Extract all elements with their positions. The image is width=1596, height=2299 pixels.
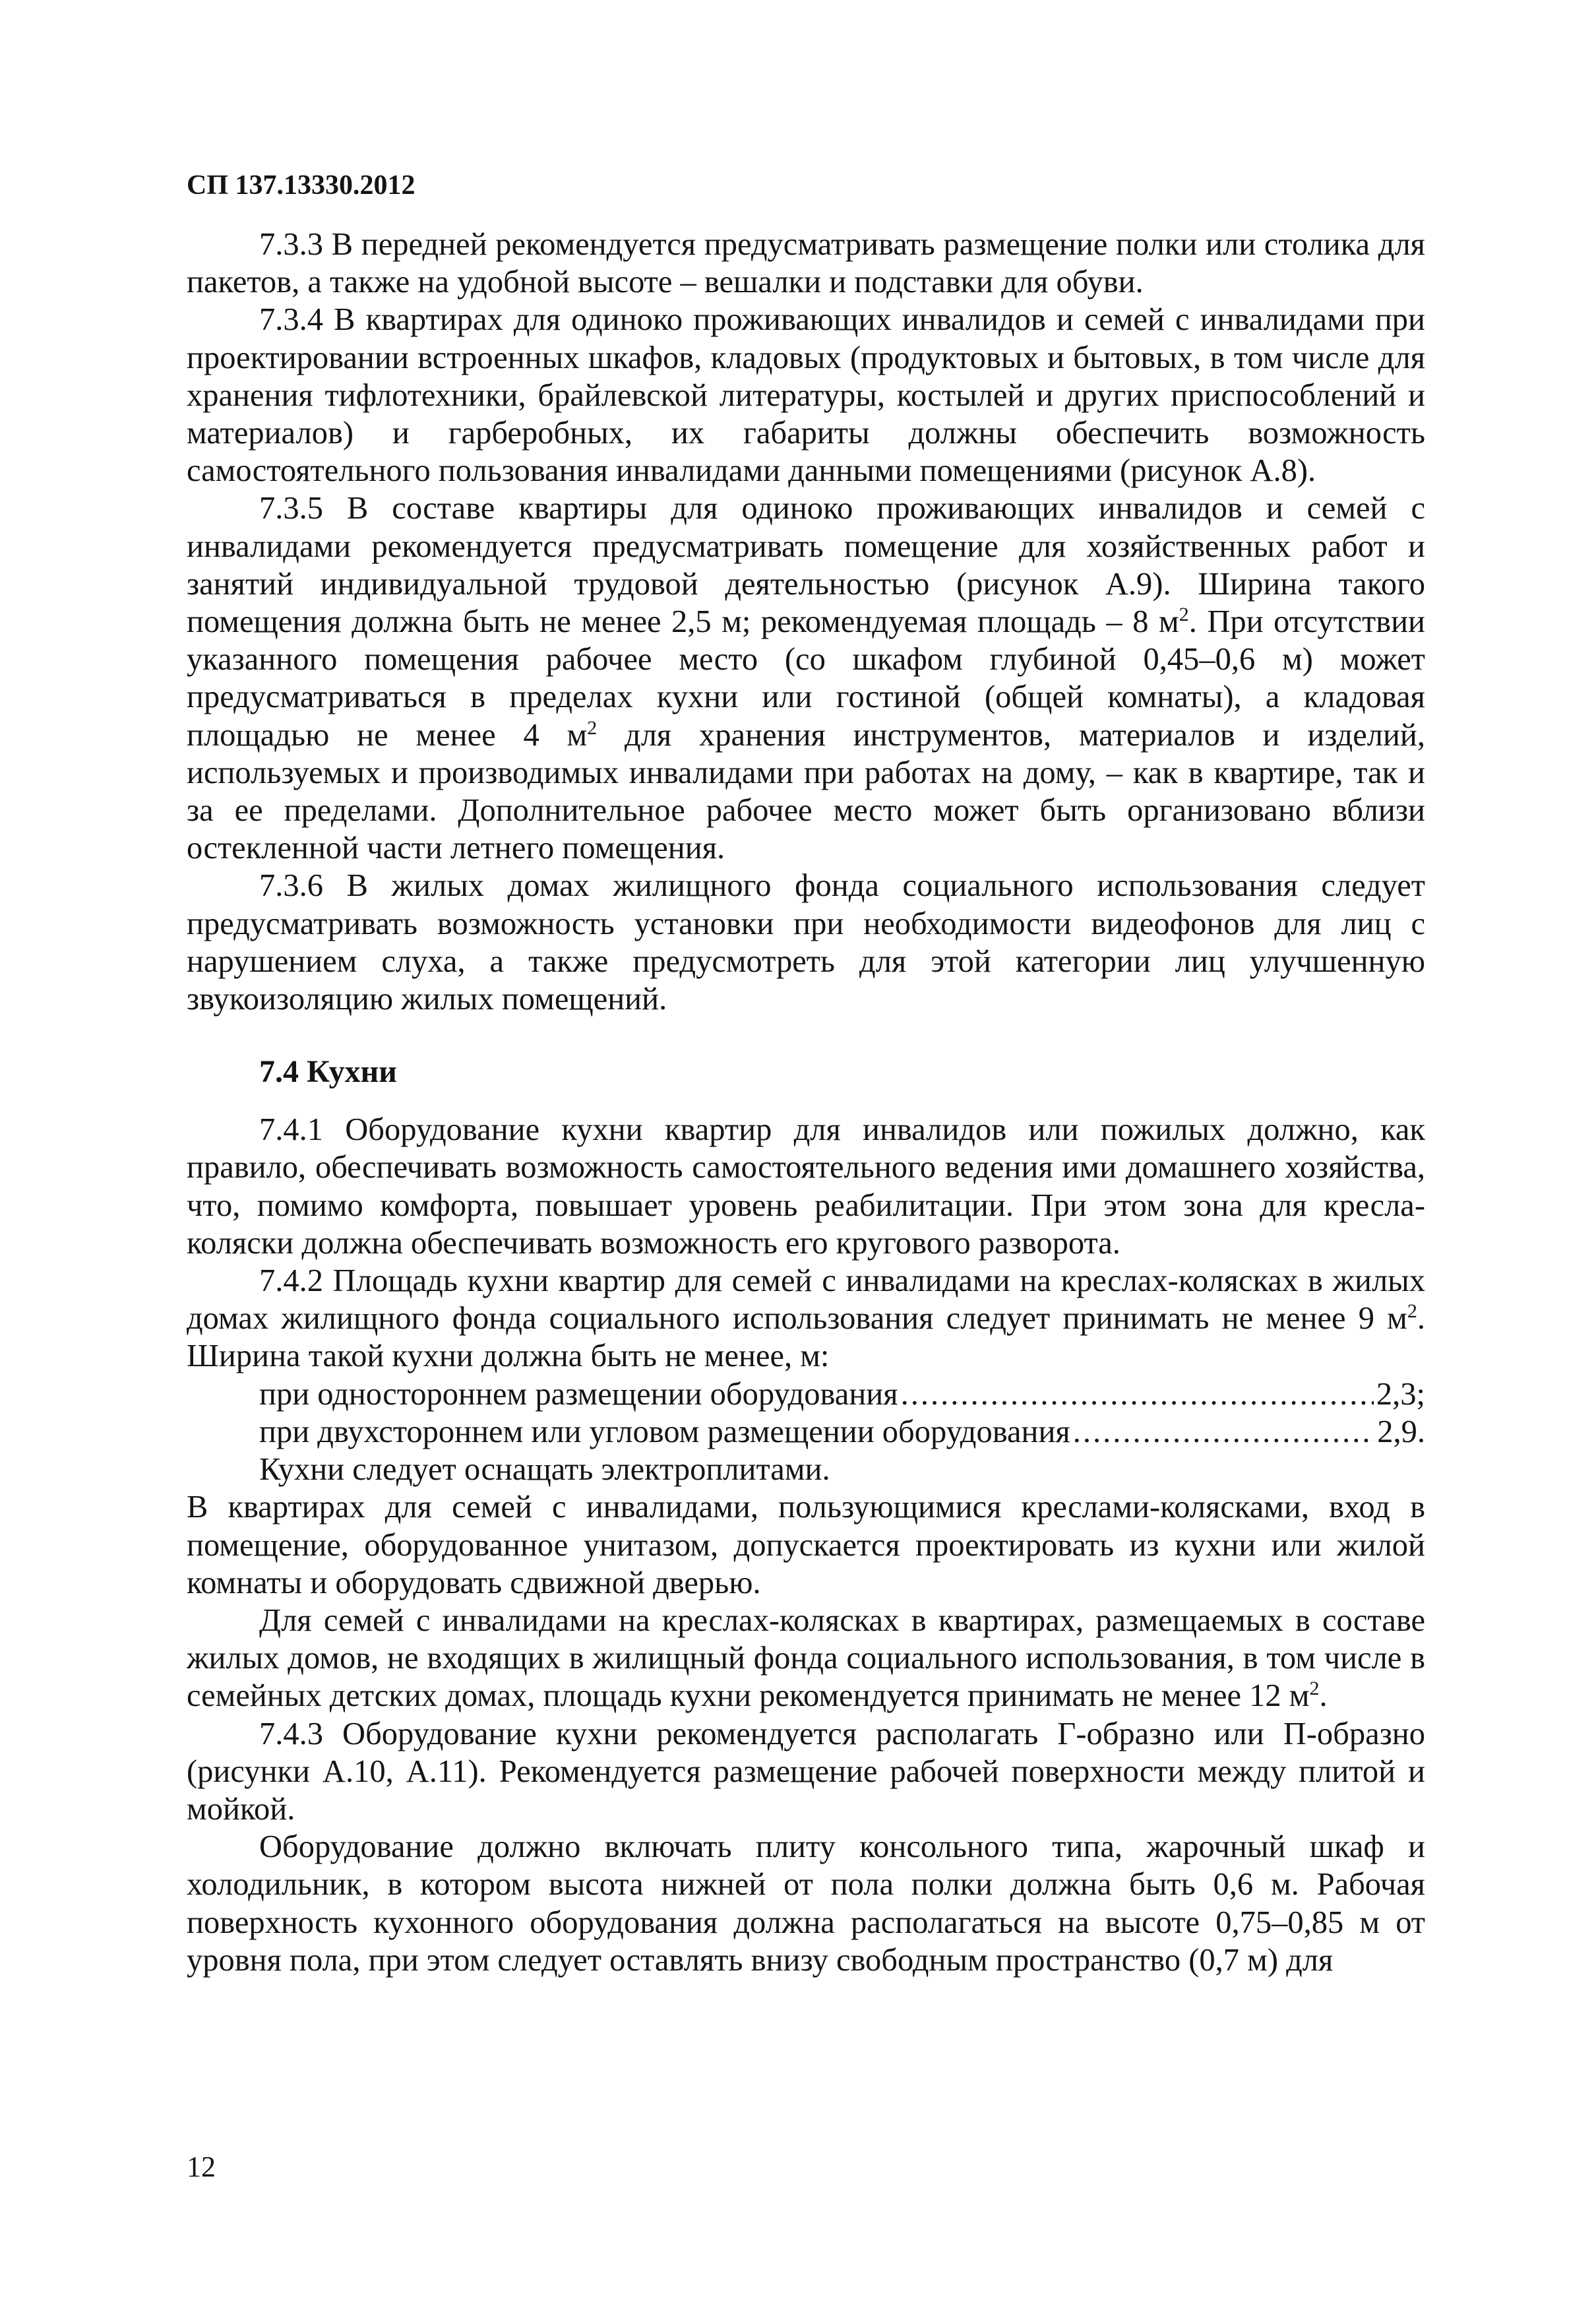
kitchen-width-one-sided (187, 1375, 1425, 1413)
document-body (187, 226, 1425, 1979)
paragraph-electric-stoves: Кухни следует оснащать электроплитами. (259, 1452, 830, 1488)
paragraph-7-4-2 (187, 1262, 1425, 1375)
paragraph-7-4-2-part-1: 7.4.2 Площадь кухни квартир для семей с инвалидами на креслах-колясках в жилых домах жилищного фонда социального использования следует принимать не менее 9 м (187, 1263, 1425, 1337)
kitchen-width-two-sided (187, 1413, 1425, 1451)
paragraph-kitchen-equipment: Оборудование должно включать плиту консольного типа, жарочный шкаф и холодильник, в котором высота нижней от пола полки должна быть 0,6 м. Рабочая поверхность кухонного оборудования должна располагаться на высоте 0,75–0,85 м от уровня пола, при этом следует оставлять внизу свободным пространство (0,7 м) для (187, 1829, 1425, 1978)
superscript-square: 2 (587, 716, 598, 739)
superscript-square: 2 (1179, 603, 1189, 625)
leader-dots (1073, 1413, 1375, 1451)
superscript-square: 2 (1407, 1300, 1417, 1323)
paragraph-7-3-5-part-3: для хранения инструментов, материалов и изделий, используемых и производимых инвалидами при работах на дому, – как в квартире, так и за ее пределами. Дополнительное рабочее место может быть организовано вблизи остекленной части летнего помещения. (187, 717, 1425, 866)
paragraph-kitchen-entry: В квартирах для семей с инвалидами, пользующимися креслами-колясками, вход в помещение, оборудованное унитазом, допускается проектировать из кухни или жилой комнаты и оборудовать сдвижной дверью. (187, 1490, 1425, 1600)
paragraph-family-kitchen-part-1: Для семей с инвалидами на креслах-колясках в квартирах, размещаемых в составе жилых домов, не входящих в жилищный фонда социального использования, в том числе в семейных детских домах, площадь кухни рекомендуется принимать не менее 12 м (187, 1602, 1425, 1714)
paragraph-7-3-5-part-1: 7.3.5 В составе квартиры для одиноко проживающих инвалидов и семей с инвалидами рекомендуется предусматривать помещение для хозяйственных работ и занятий индивидуальной трудовой деятельностью (рисунок А.9). Ширина такого помещения должна быть не менее 2,5 м; рекомендуемая площадь – 8 м (187, 491, 1425, 640)
paragraph-family-kitchen (187, 1602, 1425, 1715)
leader-value: 2,3; (1376, 1376, 1425, 1412)
paragraph-7-3-5-part-2: . При отсутствии указанного помещения рабочее место (со шкафом глубиной 0,45–0,6 м) может предусматриваться в пределах кухни или гостиной (общей комнаты), а кладовая площадью не менее 4 м (187, 604, 1425, 753)
leader-label: при одностороннем размещении оборудования (259, 1376, 898, 1412)
document-code: СП 137.13330.2012 (187, 170, 415, 201)
paragraph-7-3-5 (187, 489, 1425, 867)
section-heading-7-4: 7.4 Кухни (259, 1054, 397, 1090)
page-number: 12 (187, 2151, 216, 2183)
paragraph-7-4-1: 7.4.1 Оборудование кухни квартир для инвалидов или пожилых должно, как правило, обеспечивать возможность самостоятельного ведения ими домашнего хозяйства, что, помимо комфорта, повышает уровень реабилитации. При этом зона для кресла-коляски должна обеспечивать возможность его кругового разворота. (187, 1112, 1425, 1261)
superscript-square: 2 (1309, 1678, 1320, 1700)
leader-label: при двухстороннем или угловом размещении оборудования (259, 1414, 1070, 1449)
leader-value: 2,9. (1377, 1414, 1425, 1449)
paragraph-7-3-4: 7.3.4 В квартирах для одиноко проживающих инвалидов и семей с инвалидами при проектировании встроенных шкафов, кладовых (продуктовых и бытовых, в том числе для хранения тифлотехники, брайлевской литературы, костылей и других приспособлений и материалов) и гарберобных, их габариты должны обеспечить возможность самостоятельного пользования инвалидами данными помещениями (рисунок А.8). (187, 302, 1425, 489)
leader-dots (901, 1375, 1374, 1413)
paragraph-family-kitchen-part-2: . (1319, 1678, 1328, 1714)
paragraph-7-4-2-part-2: . Ширина такой кухни должна быть не менее, м: (187, 1301, 1425, 1374)
paragraph-7-3-3: 7.3.3 В передней рекомендуется предусматривать размещение полки или столика для пакетов, а также на удобной высоте – вешалки и подставки для обуви. (187, 227, 1425, 300)
paragraph-7-3-6: 7.3.6 В жилых домах жилищного фонда социального использования следует предусматривать возможность установки при необходимости видеофонов для лиц с нарушением слуха, а также предусмотреть для этой категории лиц улучшенную звукоизоляцию жилых помещений. (187, 868, 1425, 1017)
paragraph-7-4-3: 7.4.3 Оборудование кухни рекомендуется располагать Г-образно или П-образно (рисунки А.10, А.11). Рекомендуется размещение рабочей поверхности между плитой и мойкой. (187, 1716, 1425, 1827)
